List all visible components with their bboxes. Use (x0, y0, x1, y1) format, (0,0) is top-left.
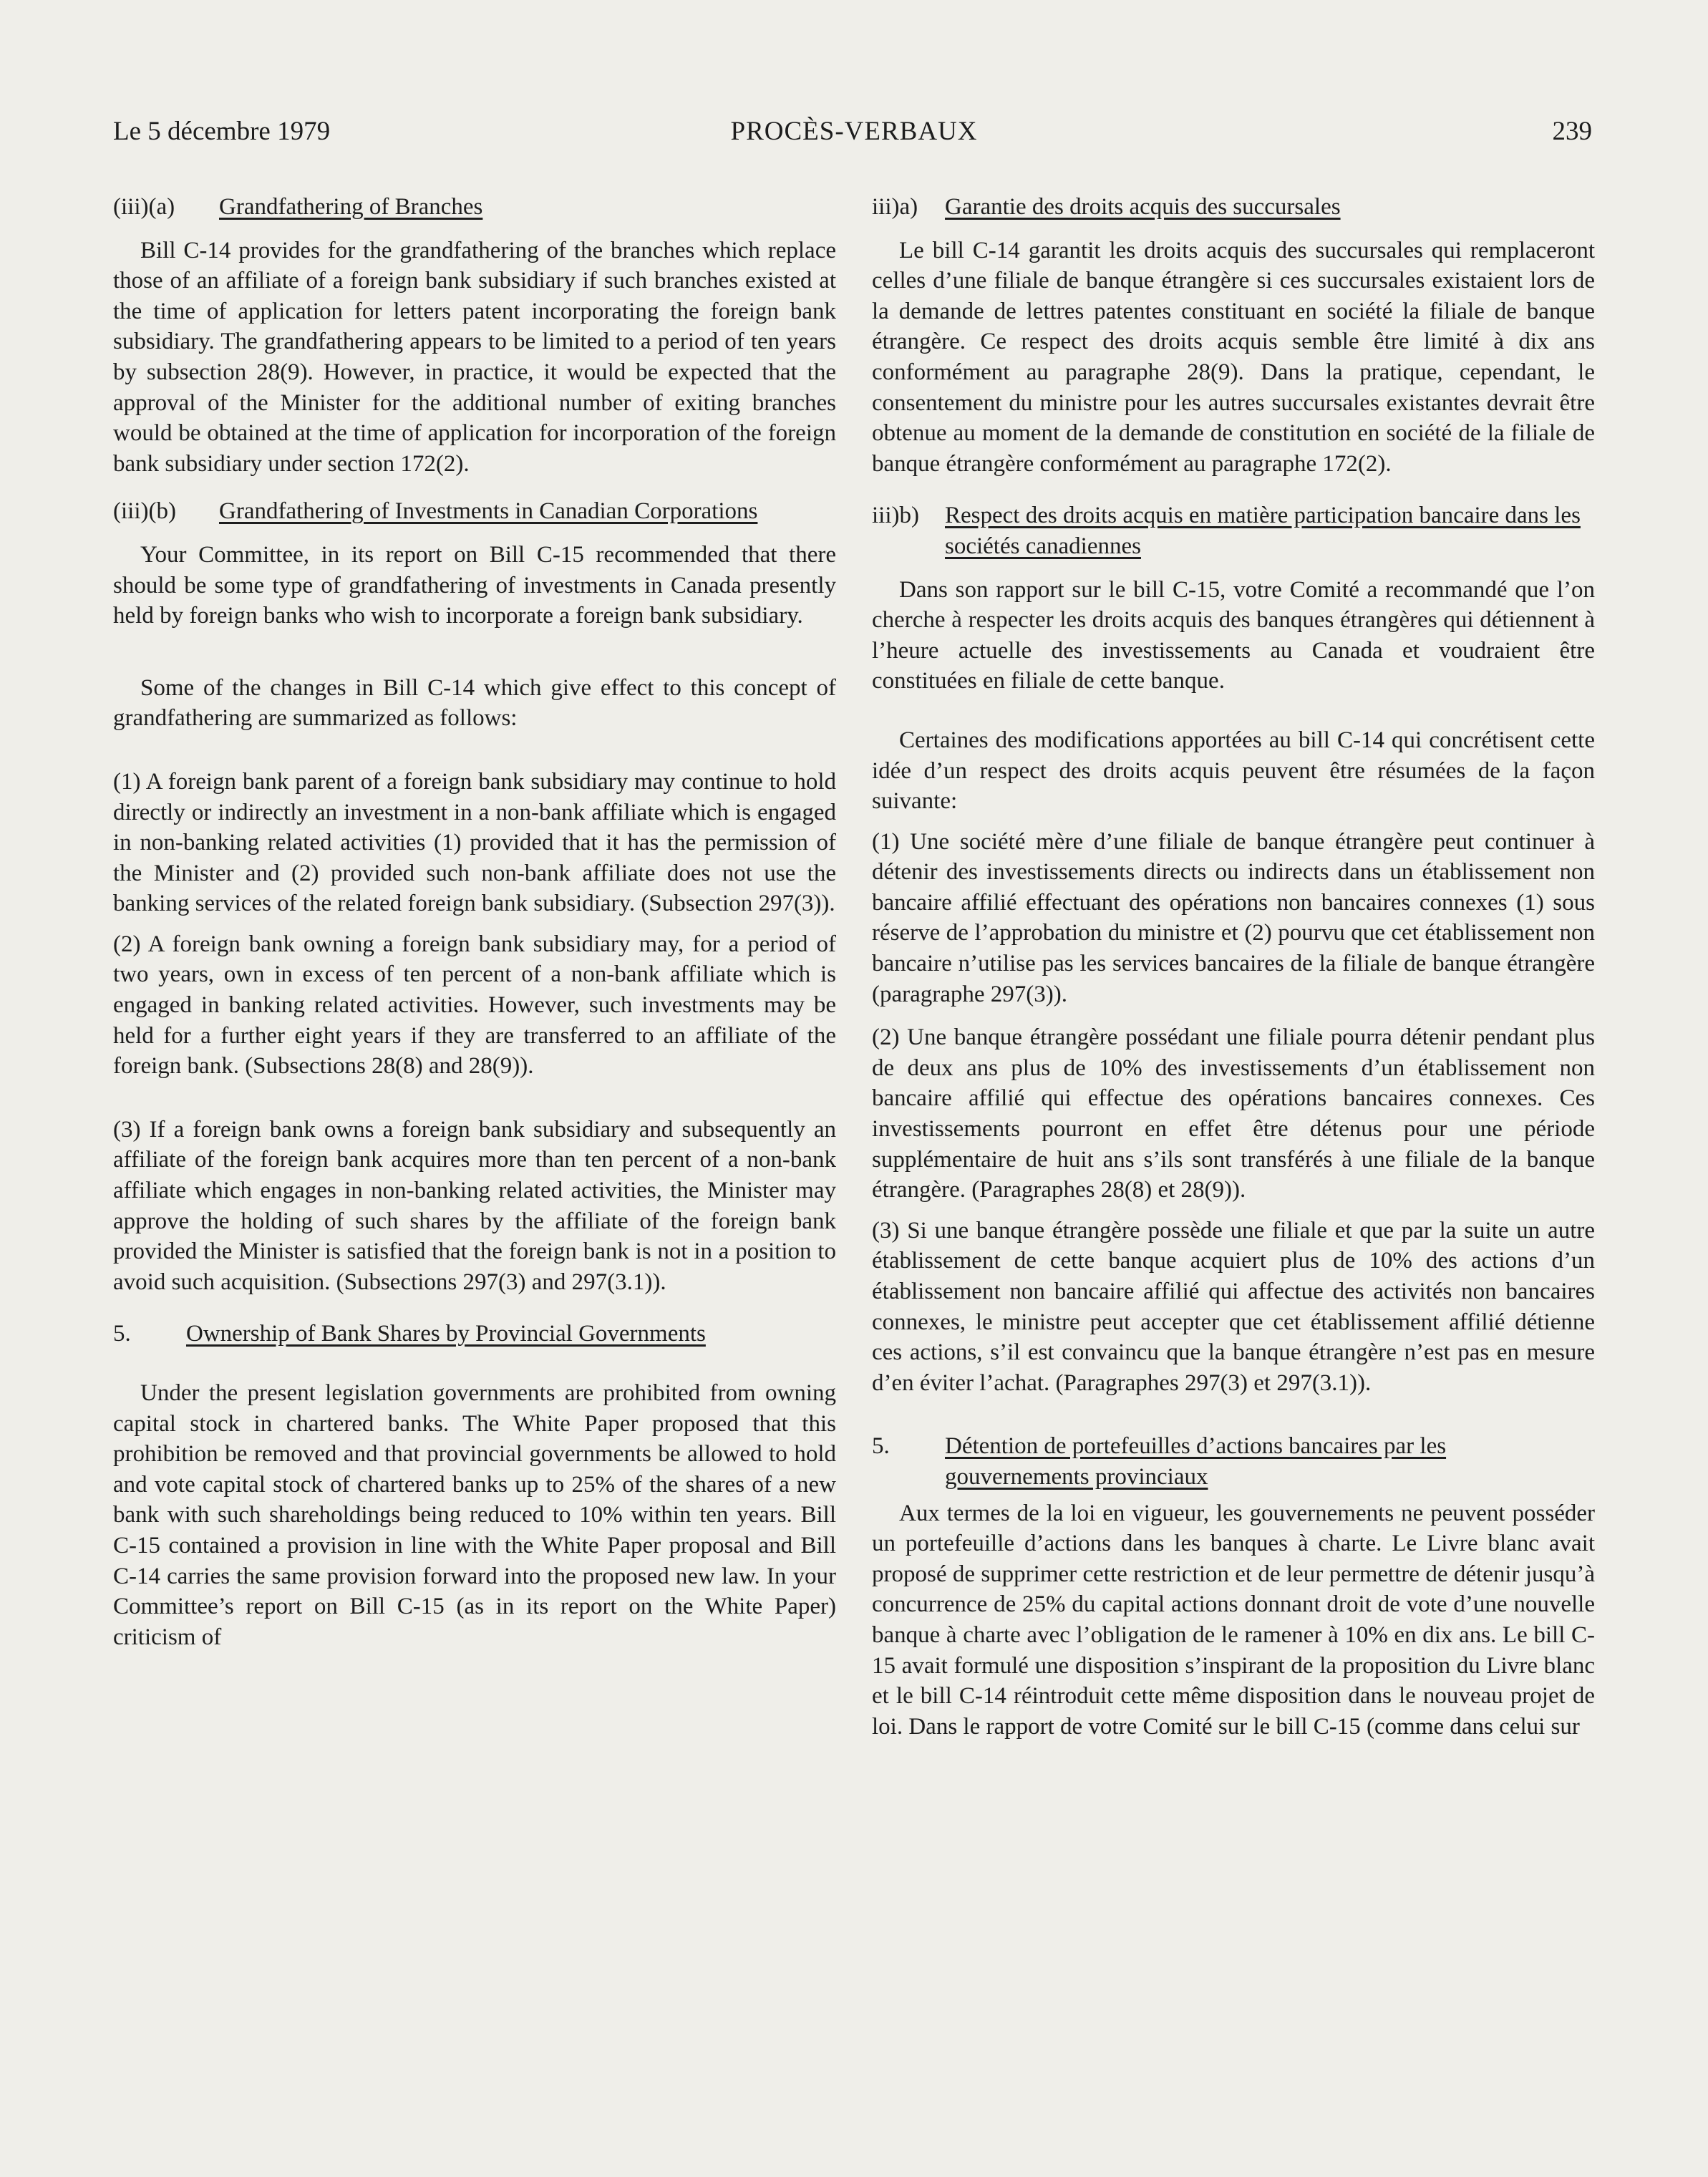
section-number: 5. (113, 1321, 131, 1347)
section-heading-iii-a (113, 192, 836, 223)
header-date: Le 5 décembre 1979 (113, 117, 331, 146)
section-number: iii)b) (872, 503, 919, 529)
paragraph: Aux termes de la loi en vigueur, les gouvernements ne peuvent posséder un portefeuille d’actions dans les banques à charte. Le Livre blanc avait proposé de supprimer cette restriction et de leur permettre de détenir jusqu’à concurrence de 25% du capital actions donnant droit de vote d’une nouvelle banque à charte avec l’obligation de le ramener à 10% en dix ans. Le bill C-15 avait formulé une disposition s’inspirant de la proposition du Livre blanc et le bill C-14 réintroduit cette même disposition dans le nouveau projet de loi. Dans le rapport de votre Comité sur le bill C-15 (comme dans celui sur (872, 1500, 1595, 1740)
section-number: (iii)(a) (113, 194, 175, 220)
section-title: Respect des droits acquis en matière participation bancaire dans les sociétés canadiennes (945, 503, 1581, 559)
section-heading-5 (113, 1319, 836, 1349)
list-item: (3) If a foreign bank owns a foreign bank subsidiary and subsequently an affiliate of the foreign bank acquires more than ten percent of a non-bank affiliate which engages in non-banking related activities, the Minister may approve the holding of such shares by the affiliate of the foreign bank provided the Minister is satisfied that the foreign bank is not in a position to avoid such acquisition. (Subsections 297(3) and 297(3.1)). (113, 1116, 836, 1295)
section-title: Ownership of Bank Shares by Provincial Governments (186, 1321, 706, 1347)
paragraph: Under the present legislation governments are prohibited from owning capital stock in chartered banks. The White Paper proposed that this prohibition be removed and that provincial governments be allowed to hold and vote capital stock of chartered banks up to 25% of the shares of a new bank with such shareholdings being reduced to 10% within ten years. Bill C-15 contained a provision in line with the White Paper proposal and Bill C-14 carries the same provision forward into the proposed new law. In your Committee’s report on Bill C-15 (as in its report on the White Paper) criticism of (113, 1380, 836, 1650)
list-item: (2) Une banque étrangère possédant une filiale pourra détenir pendant plus de deux ans plus de 10% des investissements d’un établissement non bancaire affilié qui effectue des opérations bancaires connexes. Ces investissements pourront en effet être détenus pour une période supplémentaire de huit ans s’ils sont transférés à une filiale de la banque étrangère. (Paragraphes 28(8) et 28(9)). (872, 1024, 1595, 1203)
section-title: Détention de portefeuilles d’actions bancaires par les gouvernements provinciaux (945, 1433, 1447, 1490)
section-number: iii)a) (872, 194, 918, 220)
list-item: (1) Une société mère d’une filiale de banque étrangère peut continuer à détenir des investissements directs ou indirects dans un établissement non bancaire affilié effectuant des opérations non bancaires connexes (1) sous réserve de l’approbation du ministre et (2) pourvu que cet établissement non bancaire n’utilise pas les services bancaires de la filiale de banque étrangère (paragraphe 297(3)). (872, 828, 1595, 1007)
running-title: PROCÈS-VERBAUX (730, 117, 978, 146)
list-item: (1) A foreign bank parent of a foreign bank subsidiary may continue to hold directly or indirectly an investment in a non-bank affiliate which is engaged in non-banking related activities (1) provided that it has the permission of the Minister and (2) provided such non-bank affiliate does not use the banking services of the related foreign bank subsidiary. (Subsection 297(3)). (113, 768, 836, 917)
section-number: 5. (872, 1433, 890, 1460)
list-item: (3) Si une banque étrangère possède une filiale et que par la suite un autre établissement de cette banque acquiert plus de 10% des actions d’un établissement non bancaire affilié qui affectue des activités non bancaires connexes, le ministre peut accepter que cet établissement affilié détienne ces actions, s’il est convaincu que la banque étrangère n’est pas en mesure d’en éviter l’achat. (Paragraphes 297(3) et 297(3.1)). (872, 1217, 1595, 1396)
paragraph: Dans son rapport sur le bill C-15, votre Comité a recommandé que l’on cherche à respecter les droits acquis des banques étrangères qui détiennent à l’heure actuelle des investissements au Canada et voudraient être constituées en filiale de cette banque. (872, 576, 1595, 694)
paragraph: Certaines des modifications apportées au bill C-14 qui concrétisent cette idée d’un respect des droits acquis peuvent être résumées de la façon suivante: (872, 727, 1595, 815)
section-title: Garantie des droits acquis des succursales (945, 194, 1341, 220)
paragraph: Le bill C-14 garantit les droits acquis des succursales qui remplaceront celles d’une filiale de banque étrangère si ces succursales existaient lors de la demande de lettres patentes constituant en société la filiale de banque étrangère. Ce respect des droits acquis semble être limité à dix ans conformément au paragraphe 28(9). Dans la pratique, cependant, le consentement du ministre pour les autres succursales existantes devrait être obtenue au moment de la demande de constitution en société de la filiale de banque étrangère conformément au paragraphe 172(2). (872, 237, 1595, 477)
section-heading-5 (872, 1431, 1595, 1492)
paragraph: Bill C-14 provides for the grandfathering of the branches which replace those of an affiliate of a foreign bank subsidiary if such branches existed at the time of application for letters patent incorporating the foreign bank subsidiary. The grandfathering appears to be limited to a period of ten years by subsection 28(9). However, in practice, it would be expected that the approval of the Minister for the additional number of exiting branches would be obtained at the time of application for incorporation of the foreign bank subsidiary under section 172(2). (113, 237, 836, 477)
section-title: Grandfathering of Branches (219, 194, 483, 220)
page-number: 239 (1552, 117, 1592, 146)
list-item: (2) A foreign bank owning a foreign bank subsidiary may, for a period of two years, own in excess of ten percent of a non-bank affiliate which is engaged in banking related activities. However, such investments may be held for a further eight years if they are transferred to an affiliate of the foreign bank. (Subsections 28(8) and 28(9)). (113, 931, 836, 1080)
french-column (872, 192, 1595, 1742)
section-heading-iii-a (872, 192, 1595, 223)
section-heading-iii-b (113, 496, 836, 527)
section-heading-iii-b (872, 500, 1595, 561)
section-number: (iii)(b) (113, 498, 176, 525)
section-title: Grandfathering of Investments in Canadian Corporations (219, 498, 758, 525)
english-column (113, 192, 836, 1652)
paragraph: Some of the changes in Bill C-14 which give effect to this concept of grandfathering are summarized as follows: (113, 674, 836, 732)
paragraph: Your Committee, in its report on Bill C-15 recommended that there should be some type of grandfathering of investments in Canada presently held by foreign banks who wish to incorporate a foreign bank subsidiary. (113, 541, 836, 629)
